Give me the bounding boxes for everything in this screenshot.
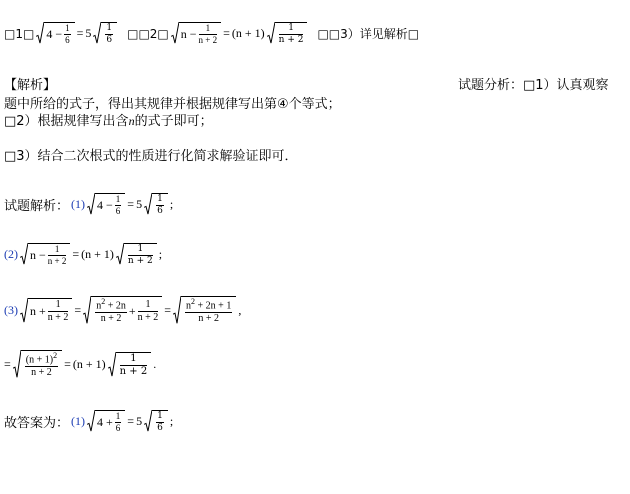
radical-1-6: $\frac{1}{6}$ — [93, 22, 117, 45]
final-answer: 故答案为： (1) 4 + $\frac{1}{6}$ = 5 $\frac{1}{6}$ ; — [4, 411, 174, 433]
solution-part-1: 试题解析： (1) 4 − $\frac{1}{6}$ = 5 $\frac{1}{6}$ ; — [4, 194, 174, 216]
answer-label-1: □1□ — [4, 26, 35, 41]
radical-4-minus-1-6: 4 − $\frac{1}{6}$ — [36, 22, 74, 45]
analysis-line-3: □3）结合二次根式的性质进行化简求解验证即可． — [4, 149, 298, 164]
solution-part-3a: (3) n + $\frac{1}{n + 2}$ = $\frac{n^2 + 2n}{n + 2}$ + $\frac{1}{n + 2}$ = $\frac{n^2 + 2n + 1}{n + 2}$ , — [4, 297, 242, 325]
part1-tag: (1) — [71, 197, 86, 211]
part3-tag: (3) — [4, 302, 18, 317]
radical-1-over-n2: $\frac{1}{n + 2}$ — [267, 22, 308, 45]
analysis-line-1: 题中所给的式子，得出其规律并根据规律写出第④个等式； — [4, 97, 341, 112]
answer-label-2: □□2□ — [127, 26, 169, 41]
final-label: 故答案为： — [4, 416, 70, 431]
analysis-line-2: □2）根据规律写出含n的式子即可； — [4, 114, 213, 129]
analysis-title: 试题分析：□1）认真观察 — [458, 78, 609, 93]
radical-n-minus-frac: n − $\frac{1}{n + 2}$ — [171, 22, 221, 45]
analysis-heading: 【解析】 — [4, 78, 57, 93]
solution-part-2: (2) n − $\frac{1}{n + 2}$ = (n + 1) $\frac{1}{n + 2}$ ; — [4, 244, 163, 266]
answer-row: □1□ 4 − $\frac{1}{6}$ = 5 $\frac{1}{6}$ □□2□ n − $\frac{1}{n + 2}$ = (n + 1) $\frac{1}{n + 2}$ □□3）详见解析□ — [4, 23, 420, 45]
solution-part-3b: = $\frac{(n + 1)^2}{n + 2}$ = (n + 1) $\frac{1}{n + 2}$ . — [4, 351, 157, 379]
answer-label-3: □□3）详见解析□ — [317, 27, 420, 41]
solution-label: 试题解析： — [4, 199, 70, 214]
part2-tag: (2) — [4, 247, 18, 261]
final-part1-tag: (1) — [71, 414, 86, 428]
